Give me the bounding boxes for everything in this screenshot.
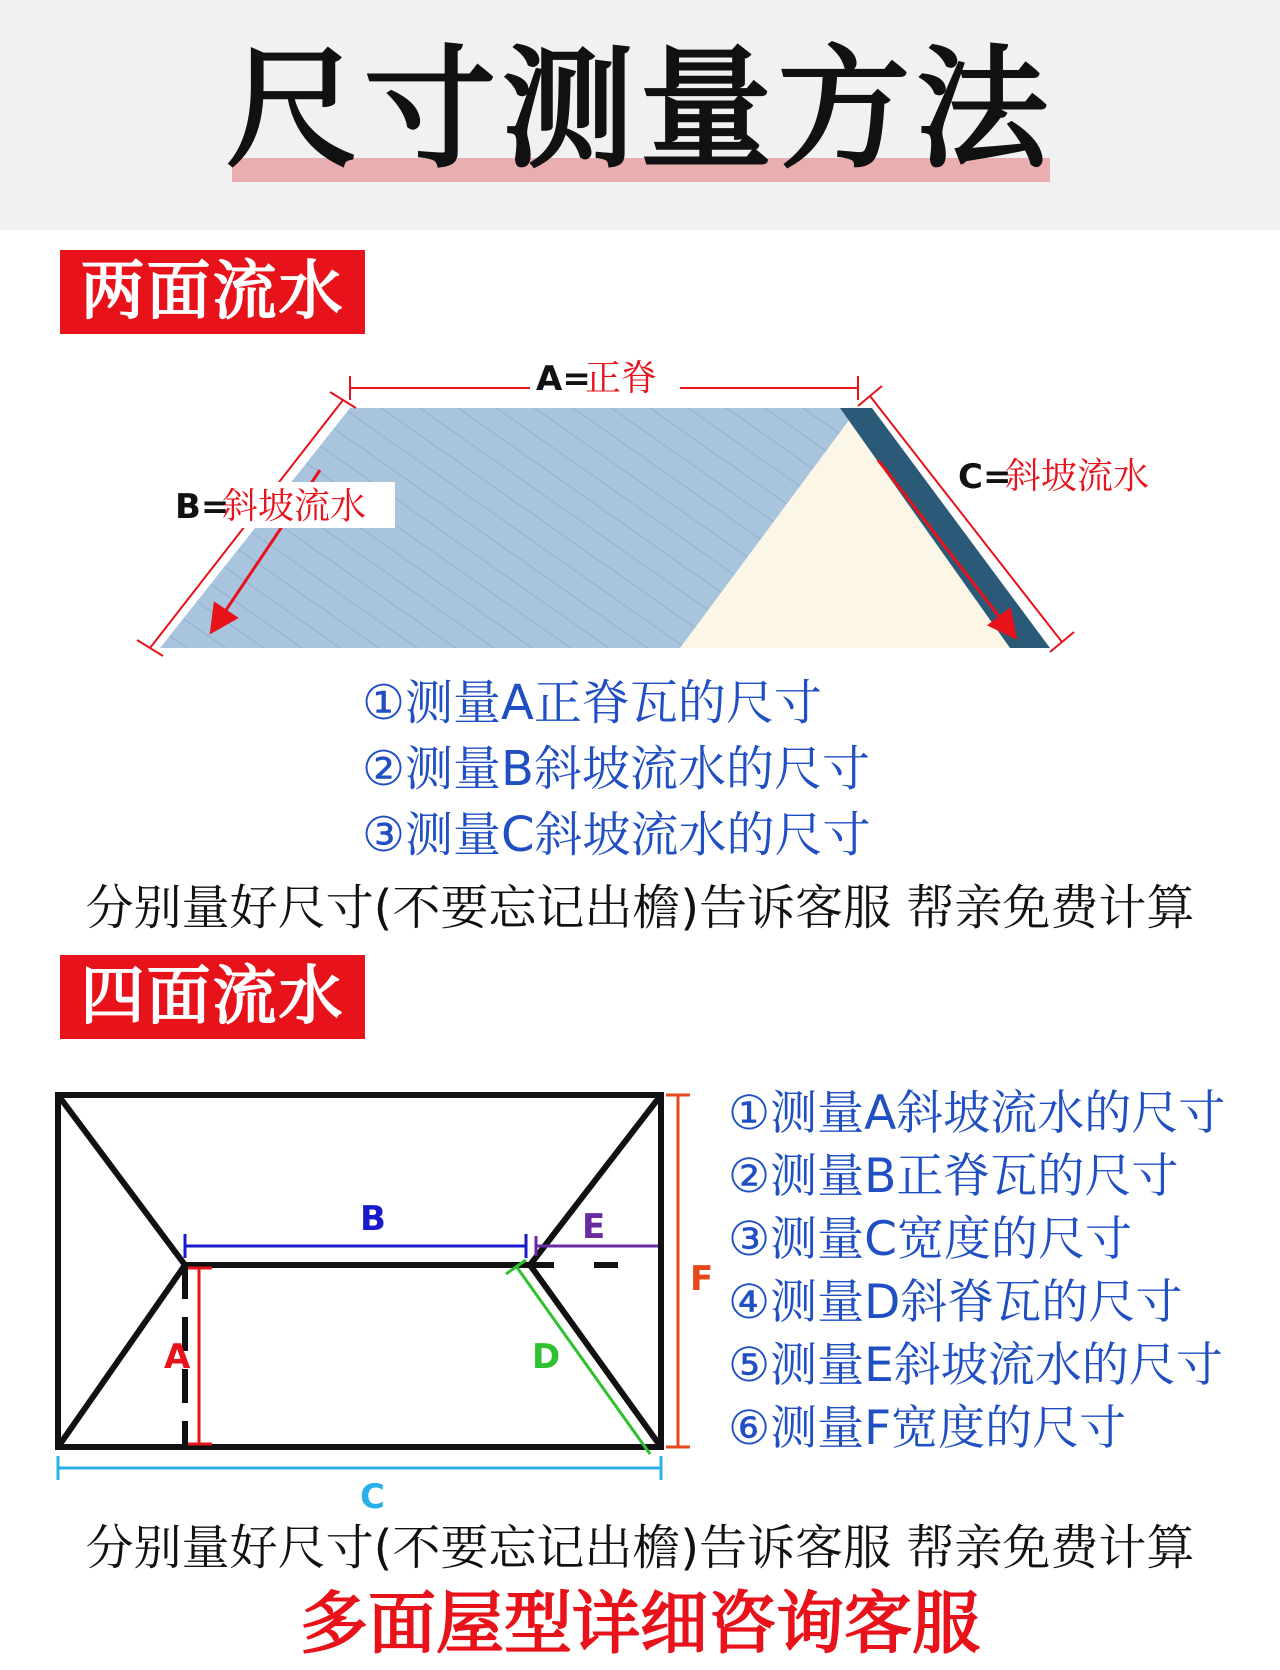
page-title: 尺寸测量方法 <box>226 32 1054 187</box>
label-c: C <box>360 1477 385 1517</box>
step-item: ①测量A正脊瓦的尺寸 <box>362 675 822 731</box>
label-a-text: 正脊 <box>585 358 658 399</box>
label-a: A <box>164 1337 191 1377</box>
hip-line-top-left <box>58 1095 185 1265</box>
section-tag-four-slope: 四面流水 <box>60 955 365 1039</box>
label-b-letter: B= <box>175 487 230 527</box>
dimension-tick-c-top <box>858 386 882 406</box>
label-f: F <box>690 1259 714 1299</box>
dimension-tick-b-top <box>330 392 356 408</box>
step-item: ⑤测量E斜坡流水的尺寸 <box>728 1338 1223 1393</box>
label-c-text: 斜坡流水 <box>1005 456 1150 497</box>
step-item: ④测量D斜脊瓦的尺寸 <box>728 1275 1183 1330</box>
roof-outline <box>58 1095 661 1447</box>
label-b-text: 斜坡流水 <box>222 486 367 527</box>
footer-consult-text: 多面屋型详细咨询客服 <box>299 1585 980 1664</box>
label-d: D <box>532 1337 561 1377</box>
two-slope-note: 分别量好尺寸(不要忘记出檐)告诉客服 帮亲免费计算 <box>85 880 1195 936</box>
label-b: B <box>360 1199 386 1239</box>
label-e: E <box>582 1207 606 1247</box>
step-item: ②测量B斜坡流水的尺寸 <box>362 741 870 797</box>
four-slope-steps <box>728 1082 1225 1460</box>
step-item: ③测量C斜坡流水的尺寸 <box>362 807 871 863</box>
dimension-tick-c-bottom <box>1050 632 1074 652</box>
step-item: ⑥测量F宽度的尺寸 <box>728 1401 1127 1456</box>
step-item: ③测量C宽度的尺寸 <box>728 1212 1132 1267</box>
two-slope-steps <box>362 670 871 868</box>
step-item: ①测量A斜坡流水的尺寸 <box>728 1086 1226 1141</box>
four-slope-note: 分别量好尺寸(不要忘记出檐)告诉客服 帮亲免费计算 <box>85 1520 1195 1576</box>
step-item: ②测量B正脊瓦的尺寸 <box>728 1149 1179 1204</box>
section-tag-two-slope: 两面流水 <box>60 250 365 334</box>
label-a-letter: A= <box>536 359 591 399</box>
label-c-letter: C= <box>958 457 1012 497</box>
dimension-tick-b-bottom <box>137 640 163 656</box>
four-slope-roof-diagram <box>0 1070 714 1530</box>
